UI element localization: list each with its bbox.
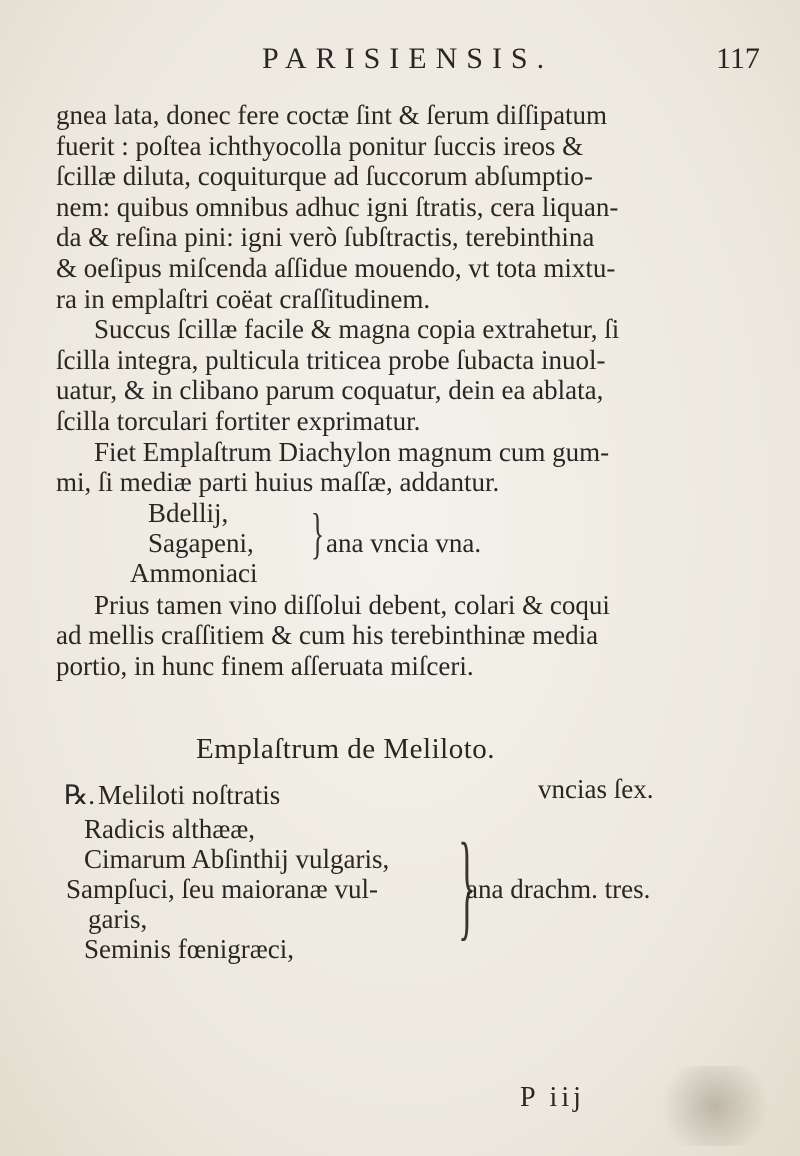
text-line: uatur, & in clibano parum coquatur, dein ea ablata,	[56, 375, 604, 406]
brace-icon: }	[310, 502, 325, 565]
gum-list	[56, 498, 768, 590]
ingredient: Meliloti noſtratis	[98, 780, 281, 810]
text-line: portio, in hunc finem aſſeruata miſceri.	[56, 650, 474, 681]
recipe-heading: Emplaſtrum de Meliloto.	[196, 733, 496, 765]
ingredient: Ammoniaci	[130, 557, 258, 588]
brace-icon: }	[458, 818, 476, 951]
ingredient: garis,	[88, 904, 148, 934]
page-header	[0, 38, 800, 78]
dose: ana vncia vna.	[326, 527, 482, 558]
ingredient: Sagapeni,	[148, 527, 254, 558]
dose: vncias ſex.	[538, 774, 654, 804]
signature-mark: P iij	[520, 1082, 585, 1113]
main-text	[56, 100, 768, 682]
ingredient: Radicis althææ,	[84, 814, 255, 844]
rx-icon: ℞.	[64, 780, 95, 810]
text-line: Fiet Emplaſtrum Diachylon magnum cum gum-	[94, 436, 610, 467]
running-head: PARISIENSIS.	[262, 42, 554, 75]
dose: ana drachm. tres.	[466, 874, 651, 904]
paragraph-2	[56, 314, 768, 436]
text-line: ſcilla integra, pulticula triticea probe ſubacta inuol-	[56, 344, 606, 375]
text-line: ſcillæ diluta, coquiturque ad ſuccorum abſumptio-	[56, 161, 593, 192]
text-line: ad mellis craſſitiem & cum his terebinthinæ media	[56, 620, 599, 651]
text-line: nem: quibus omnibus adhuc igni ſtratis, cera liquan-	[56, 191, 619, 222]
ingredient: Cimarum Abſinthij vulgaris,	[84, 844, 390, 874]
text-line: gnea lata, donec fere coctæ ſint & ſerum diſſipatum	[56, 100, 608, 130]
paragraph-3	[56, 437, 768, 498]
text-line: Prius tamen vino diſſolui debent, colari & coqui	[94, 589, 610, 620]
page-number: 117	[716, 42, 760, 75]
text-line: ra in emplaſtri coëat craſſitudinem.	[56, 283, 431, 314]
recipe-block	[64, 774, 784, 1080]
text-line: ſcilla torculari fortiter exprimatur.	[56, 405, 421, 436]
paragraph-4	[56, 590, 768, 682]
ingredient: Sampſuci, ſeu maioranæ vul-	[66, 874, 378, 904]
text-line: Succus ſcillæ facile & magna copia extrahetur, ſi	[94, 314, 620, 345]
text-line: mi, ſi mediæ parti huius maſſæ, addantur.	[56, 467, 500, 498]
ingredient: Bdellij,	[148, 497, 229, 528]
page-stain	[650, 1066, 780, 1146]
text-line: da & reſina pini: igni verò ſubſtractis, terebinthina	[56, 222, 595, 253]
text-line: & oeſipus miſcenda aſſidue mouendo, vt tota mixtu-	[56, 252, 616, 283]
text-line: fuerit : poſtea ichthyocolla ponitur ſuccis ireos &	[56, 130, 584, 161]
paragraph-1	[56, 100, 768, 314]
ingredient: Seminis fœnigræci,	[84, 934, 294, 964]
